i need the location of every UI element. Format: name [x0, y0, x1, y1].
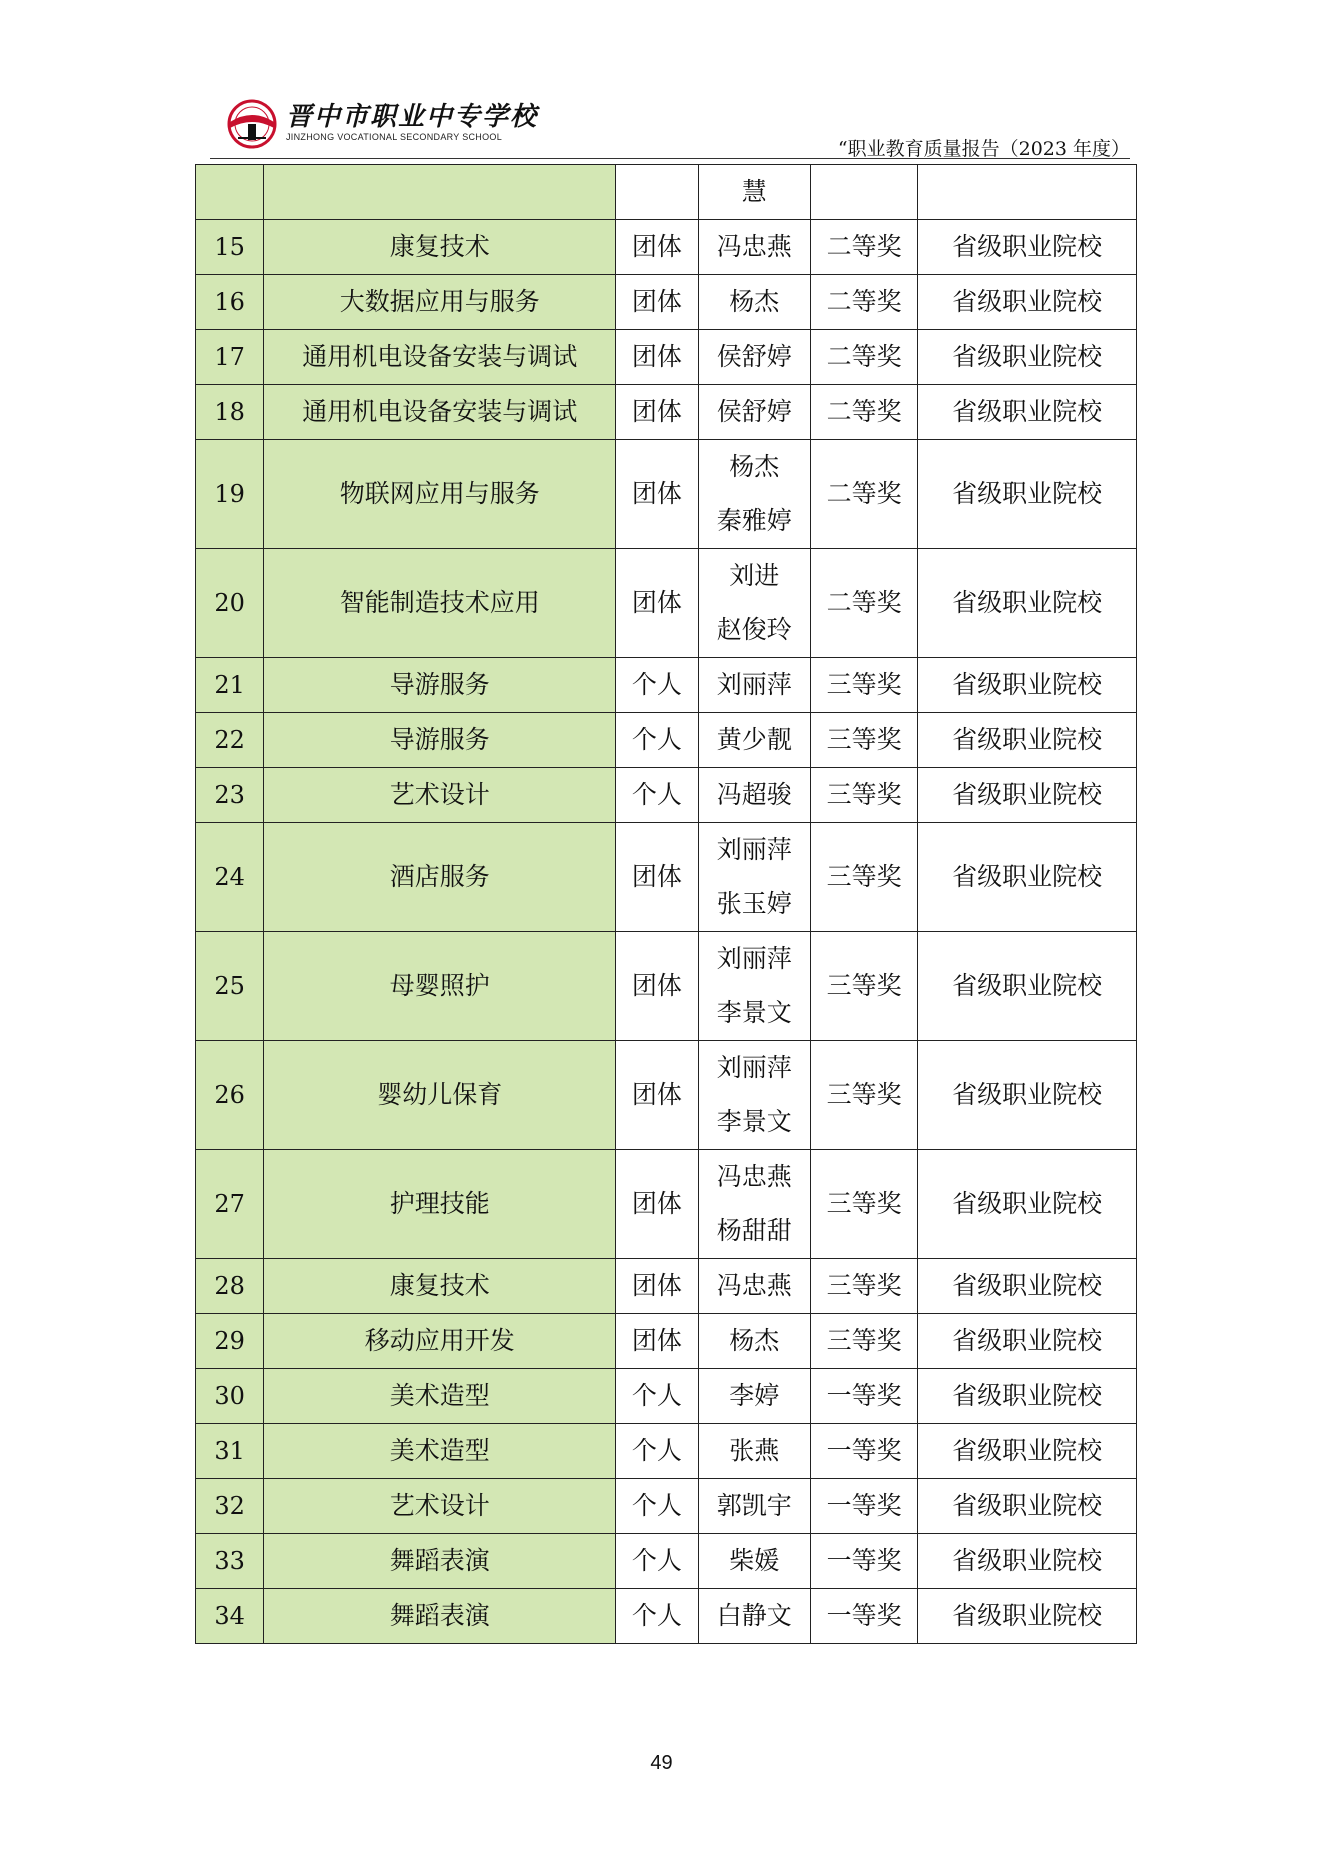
table-row: [196, 1369, 1137, 1424]
cell-event: 舞蹈表演: [264, 1589, 616, 1644]
cell-prize: 一等奖: [810, 1369, 917, 1424]
table-row: [196, 220, 1137, 275]
cell-level: 省级职业院校: [918, 385, 1137, 440]
cell-type: [616, 165, 698, 220]
cell-index: 16: [196, 275, 264, 330]
cell-type: 团体: [616, 1041, 698, 1150]
cell-type: 团体: [616, 1259, 698, 1314]
cell-level: 省级职业院校: [918, 1589, 1137, 1644]
awards-table-body: [196, 165, 1137, 1644]
table-row: [196, 1479, 1137, 1534]
table-row: [196, 1041, 1137, 1150]
cell-instructor: [698, 1589, 810, 1644]
instructor-name: 赵俊玲: [716, 615, 792, 644]
cell-type: 个人: [616, 658, 698, 713]
cell-level: 省级职业院校: [918, 713, 1137, 768]
table-row: [196, 713, 1137, 768]
cell-prize: 一等奖: [810, 1424, 917, 1479]
cell-event: 康复技术: [264, 1259, 616, 1314]
cell-type: 个人: [616, 1424, 698, 1479]
cell-instructor: [698, 330, 810, 385]
instructor-name: 刘丽萍: [716, 835, 792, 864]
cell-index: 19: [196, 440, 264, 549]
cell-event: 通用机电设备安装与调试: [264, 330, 616, 385]
cell-instructor: [698, 440, 810, 549]
cell-index: 32: [196, 1479, 264, 1534]
instructor-name: 冯忠燕: [716, 1271, 792, 1300]
instructor-name: 冯忠燕: [716, 1162, 792, 1191]
cell-prize: 三等奖: [810, 932, 917, 1041]
cell-event: 舞蹈表演: [264, 1534, 616, 1589]
cell-type: 团体: [616, 823, 698, 932]
cell-prize: 二等奖: [810, 220, 917, 275]
instructor-name: 李景文: [716, 998, 792, 1027]
instructor-name: 张玉婷: [716, 889, 792, 918]
cell-event: 康复技术: [264, 220, 616, 275]
cell-index: 15: [196, 220, 264, 275]
cell-index: 33: [196, 1534, 264, 1589]
cell-index: [196, 165, 264, 220]
cell-event: 物联网应用与服务: [264, 440, 616, 549]
cell-level: 省级职业院校: [918, 1534, 1137, 1589]
awards-table: [195, 164, 1137, 1644]
page-number: 49: [650, 1752, 673, 1774]
cell-index: 20: [196, 549, 264, 658]
cell-index: 29: [196, 1314, 264, 1369]
instructor-name: 白静文: [716, 1601, 792, 1630]
cell-level: 省级职业院校: [918, 1259, 1137, 1314]
table-row: [196, 823, 1137, 932]
cell-prize: 三等奖: [810, 713, 917, 768]
table-row: [196, 1259, 1137, 1314]
cell-index: 22: [196, 713, 264, 768]
cell-instructor: [698, 713, 810, 768]
cell-prize: 三等奖: [810, 1041, 917, 1150]
cell-type: 个人: [616, 1369, 698, 1424]
cell-instructor: [698, 1150, 810, 1259]
instructor-name: 刘丽萍: [716, 1053, 792, 1082]
instructor-name: 柴媛: [729, 1546, 780, 1575]
cell-prize: 二等奖: [810, 330, 917, 385]
school-name-en: JINZHONG VOCATIONAL SECONDARY SCHOOL: [286, 132, 503, 142]
cell-event: [264, 165, 616, 220]
table-row: [196, 658, 1137, 713]
instructor-name: 刘丽萍: [716, 944, 792, 973]
table-row: [196, 330, 1137, 385]
cell-event: 移动应用开发: [264, 1314, 616, 1369]
instructor-name: 张燕: [729, 1436, 780, 1465]
instructor-name: 侯舒婷: [716, 342, 792, 371]
table-row: [196, 549, 1137, 658]
cell-prize: 二等奖: [810, 440, 917, 549]
instructor-name: 冯超骏: [716, 780, 792, 809]
cell-event: 智能制造技术应用: [264, 549, 616, 658]
cell-level: 省级职业院校: [918, 1424, 1137, 1479]
table-row: [196, 1424, 1137, 1479]
cell-type: 团体: [616, 549, 698, 658]
cell-type: 团体: [616, 1314, 698, 1369]
cell-type: 个人: [616, 1589, 698, 1644]
cell-prize: 三等奖: [810, 823, 917, 932]
school-logo-icon: [222, 98, 282, 150]
cell-event: 酒店服务: [264, 823, 616, 932]
instructor-name: 杨杰: [729, 1326, 780, 1355]
cell-instructor: [698, 1314, 810, 1369]
cell-event: 美术造型: [264, 1424, 616, 1479]
cell-instructor: [698, 275, 810, 330]
cell-instructor: [698, 1534, 810, 1589]
cell-index: 21: [196, 658, 264, 713]
header-divider: [210, 158, 1130, 159]
cell-prize: 二等奖: [810, 385, 917, 440]
cell-level: 省级职业院校: [918, 549, 1137, 658]
cell-index: 25: [196, 932, 264, 1041]
cell-instructor: [698, 1479, 810, 1534]
cell-level: 省级职业院校: [918, 1369, 1137, 1424]
cell-event: 导游服务: [264, 658, 616, 713]
cell-level: 省级职业院校: [918, 440, 1137, 549]
cell-type: 个人: [616, 768, 698, 823]
cell-event: 导游服务: [264, 713, 616, 768]
instructor-name: 杨甜甜: [716, 1216, 792, 1245]
cell-index: 24: [196, 823, 264, 932]
cell-type: 团体: [616, 385, 698, 440]
cell-instructor: [698, 768, 810, 823]
cell-event: 护理技能: [264, 1150, 616, 1259]
cell-prize: 三等奖: [810, 1150, 917, 1259]
cell-prize: 三等奖: [810, 768, 917, 823]
cell-level: 省级职业院校: [918, 823, 1137, 932]
cell-type: 团体: [616, 220, 698, 275]
cell-instructor: [698, 549, 810, 658]
cell-index: 27: [196, 1150, 264, 1259]
cell-level: 省级职业院校: [918, 658, 1137, 713]
cell-instructor: [698, 932, 810, 1041]
instructor-name: 刘丽萍: [716, 670, 792, 699]
cell-level: [918, 165, 1137, 220]
cell-instructor: [698, 385, 810, 440]
instructor-name: 杨杰: [729, 452, 780, 481]
cell-prize: 二等奖: [810, 549, 917, 658]
table-row: [196, 385, 1137, 440]
cell-level: 省级职业院校: [918, 220, 1137, 275]
table-row: [196, 768, 1137, 823]
cell-event: 艺术设计: [264, 768, 616, 823]
cell-level: 省级职业院校: [918, 1314, 1137, 1369]
table-row: [196, 440, 1137, 549]
cell-index: 26: [196, 1041, 264, 1150]
cell-index: 30: [196, 1369, 264, 1424]
cell-instructor: [698, 220, 810, 275]
cell-index: 17: [196, 330, 264, 385]
cell-type: 团体: [616, 932, 698, 1041]
cell-event: 婴幼儿保育: [264, 1041, 616, 1150]
cell-instructor: [698, 823, 810, 932]
school-name-cn: 晋中市职业中专学校: [286, 102, 539, 132]
cell-index: 23: [196, 768, 264, 823]
cell-type: 团体: [616, 1150, 698, 1259]
table-row-continuation: [196, 165, 1137, 220]
cell-level: 省级职业院校: [918, 768, 1137, 823]
instructor-name: 李婷: [729, 1381, 780, 1410]
cell-prize: 一等奖: [810, 1479, 917, 1534]
cell-instructor: [698, 1424, 810, 1479]
instructor-name: 侯舒婷: [716, 397, 792, 426]
table-row: [196, 1314, 1137, 1369]
cell-index: 31: [196, 1424, 264, 1479]
cell-event: 通用机电设备安装与调试: [264, 385, 616, 440]
cell-event: 大数据应用与服务: [264, 275, 616, 330]
cell-type: 团体: [616, 440, 698, 549]
table-row: [196, 275, 1137, 330]
cell-level: 省级职业院校: [918, 1150, 1137, 1259]
cell-instructor: [698, 658, 810, 713]
cell-level: 省级职业院校: [918, 932, 1137, 1041]
cell-type: 个人: [616, 713, 698, 768]
cell-type: 团体: [616, 330, 698, 385]
cell-index: 34: [196, 1589, 264, 1644]
cell-prize: 三等奖: [810, 1314, 917, 1369]
report-title: “职业教育质量报告（2023 年度）: [837, 138, 1130, 160]
table-row: [196, 1589, 1137, 1644]
table-row: [196, 1534, 1137, 1589]
instructor-name: 郭凯宇: [716, 1491, 792, 1520]
cell-level: 省级职业院校: [918, 330, 1137, 385]
cell-instructor: [698, 1369, 810, 1424]
cell-type: 个人: [616, 1479, 698, 1534]
cell-level: 省级职业院校: [918, 1479, 1137, 1534]
cell-prize: 一等奖: [810, 1534, 917, 1589]
cell-event: 母婴照护: [264, 932, 616, 1041]
cell-prize: 二等奖: [810, 275, 917, 330]
instructor-name: 李景文: [716, 1107, 792, 1136]
instructor-name: 冯忠燕: [716, 232, 792, 261]
cell-index: 28: [196, 1259, 264, 1314]
instructor-name: 黄少靓: [716, 725, 792, 754]
cell-instructor: [698, 1259, 810, 1314]
cell-prize: [810, 165, 917, 220]
cell-level: 省级职业院校: [918, 1041, 1137, 1150]
cell-prize: 三等奖: [810, 658, 917, 713]
instructor-name: 秦雅婷: [716, 506, 792, 535]
instructor-name: 刘进: [729, 561, 780, 590]
cell-type: 个人: [616, 1534, 698, 1589]
cell-prize: 一等奖: [810, 1589, 917, 1644]
cell-instructor: [698, 1041, 810, 1150]
instructor-name: 杨杰: [729, 287, 780, 316]
page-header: [210, 92, 1130, 162]
cell-index: 18: [196, 385, 264, 440]
cell-type: 团体: [616, 275, 698, 330]
cell-level: 省级职业院校: [918, 275, 1137, 330]
table-row: [196, 932, 1137, 1041]
cell-event: 艺术设计: [264, 1479, 616, 1534]
cell-prize: 三等奖: [810, 1259, 917, 1314]
table-row: [196, 1150, 1137, 1259]
cell-event: 美术造型: [264, 1369, 616, 1424]
cell-instructor: 慧: [698, 165, 810, 220]
